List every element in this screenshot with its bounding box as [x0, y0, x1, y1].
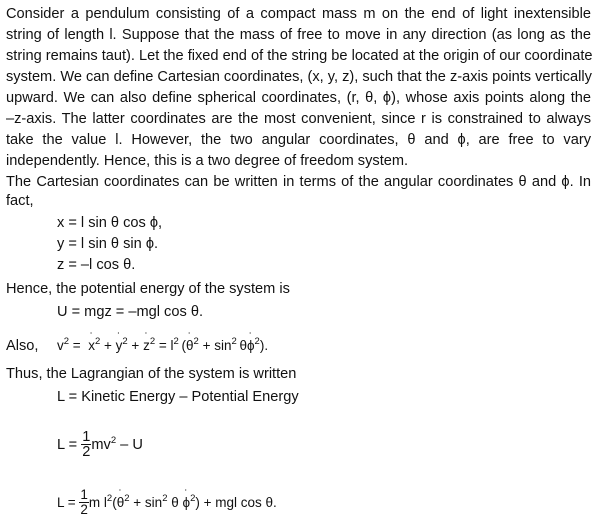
paragraph-line: string of length l. Suppose that the mass of free to move in any direction (as long as the: [6, 27, 591, 43]
paragraph-line: The Cartesian coordinates can be written in terms of the angular coordinates θ and ϕ. In: [6, 174, 591, 190]
paragraph-line: take the value l. However, the two angular coordinates, θ and ϕ, are free to vary: [6, 132, 591, 148]
potential-energy-intro: Hence, the potential energy of the system is: [6, 281, 290, 297]
paragraph-line: –z-axis. The latter coordinates are the most convenient, since r is constrained to always: [6, 111, 591, 127]
equation-z: z = –l cos θ.: [57, 257, 136, 273]
paragraph-line: upward. We can also define spherical coordinates, (r, θ, ϕ), whose axis points along the: [6, 90, 591, 106]
paragraph-line: string remains taut). Let the fixed end of the string be located at the origin of our coordinate: [6, 48, 593, 64]
paragraph-line: fact,: [6, 193, 34, 209]
also-label: Also,: [6, 338, 39, 354]
equation-x: x = l sin θ cos ϕ,: [57, 215, 163, 231]
equation-lagrangian-general: L = $\frac{1}{2}$ $mv^2$ – U: [57, 428, 143, 460]
equation-lagrangian-final: L = $\frac{1}{2}$ m $l^2(˙$ $\theta^2 + \sin^2 \theta$ ˙ $\phi^2$) + mgl cos θ.: [57, 488, 277, 520]
equation-velocity-squared: $v^2$ = ˙ $x^2$ + ˙ $y^2$ + ˙ $z^2 = l^2$ (˙ $\theta^2 + \sin^2$ θ˙ $\phi^2$).: [57, 337, 268, 357]
equation-potential-energy: U = mgz = –mgl cos θ.: [57, 304, 203, 320]
paragraph-line: independently. Hence, this is a two degree of freedom system.: [6, 153, 409, 169]
paragraph-line: Consider a pendulum consisting of a compact mass m on the end of light inextensible: [6, 6, 591, 22]
paragraph-line: system. We can define Cartesian coordinates, (x, y, z), such that the z-axis points vertically: [6, 69, 592, 85]
equation-y: y = l sin θ sin ϕ.: [57, 236, 159, 252]
lagrangian-intro: Thus, the Lagrangian of the system is written: [6, 366, 297, 382]
equation-lagrangian-words: L = Kinetic Energy – Potential Energy: [57, 389, 299, 405]
